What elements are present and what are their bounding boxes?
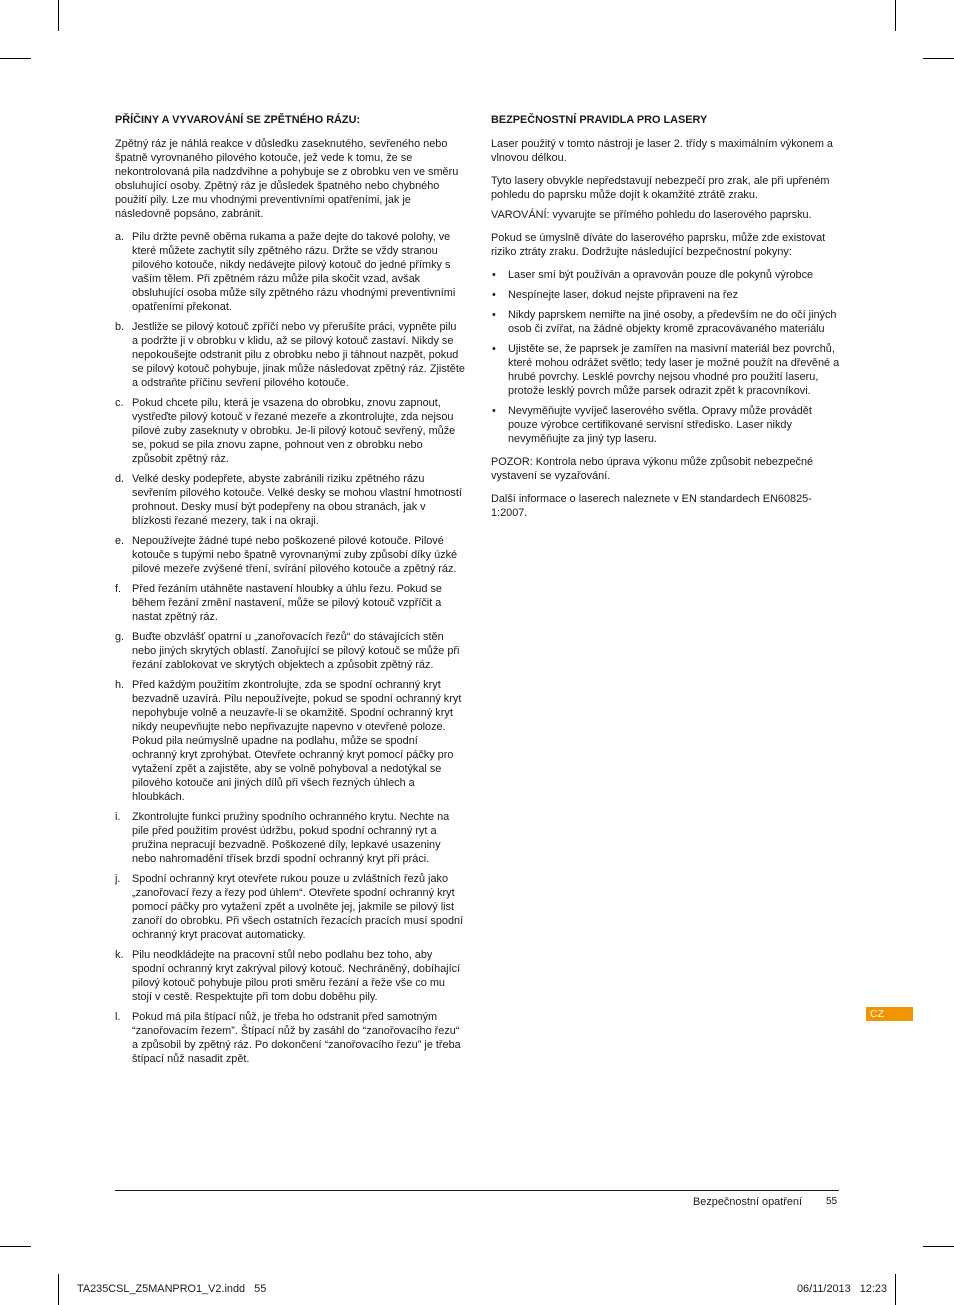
list-item-text: Buďte obzvlášť opatrní u „zanořovacích řezů“ do stávajících stěn nebo jiných skrytých oblastí. Zanořující se pilový kotouč se může při řezání zablokovat ve skrytých objektech a způsobit zpětný ráz. [132,631,460,671]
list-marker: g. [115,631,125,643]
list-item-text: Pilu neodkládejte na pracovní stůl nebo podlahu bez toho, aby spodní ochranný kryt zakrýval pilový kotouč. Nechráněný, dobíhající pilový kotouč pohybuje pilou proti směru řezání a řeže vše co mu stojí v cestě. Respektujte při tom dobu doběhu pily. [132,949,461,1003]
right-column [491,113,841,526]
list-item-text: Velké desky podepřete, abyste zabránili riziku zpětného rázu sevřením pilového kotouče. Velké desky se mohou vlastní hmotností prohnout. Desky musí být podepřeny na obou stranách, jak v blízkosti řezané mezery, tak i na okraji. [132,473,462,527]
language-badge: CZ [866,1007,913,1021]
bullet-text: Laser smí být používán a opravován pouze dle pokynů výrobce [508,269,814,281]
kickback-list-item [115,678,465,804]
bullet-text: Nespínejte laser, dokud nejste připraveni na řez [508,289,739,301]
kickback-list-item [115,534,465,576]
crop-mark [923,1246,954,1247]
print-slug-file: TA235CSL_Z5MANPRO1_V2.indd 55 [77,1283,267,1295]
list-marker: a. [115,231,125,243]
kickback-list-item [115,630,465,672]
list-marker: l. [115,1011,121,1023]
list-item-text: Pilu držte pevně oběma rukama a paže dejte do takové polohy, ve které můžete zachytit síly zpětného rázu. Držte se vždy stranou pilového kotouče, nikdy nedávejte pilový kotouč do jedné přímky s vaším tělem. Při zpětném rázu může pila skočit vzad, avšak obsluhující osoba může síly zpětného rázu vhodnými preventivními opatřeními překonat. [132,231,456,313]
kickback-intro: Zpětný ráz je náhlá reakce v důsledku zaseknutého, sevřeného nebo špatně vyrovnaného pilového kotouče, jež vede k tomu, že se nekontrolovaná pila nadzdvihne a pohybuje se z obrobku ven ve směru obsluhující osoby. Zpětný ráz je důsledek špatného nebo chybného použití pily. Lze mu vhodnými preventivními opatřeními, jak je následovně popsáno, zabránit. [115,138,459,220]
kickback-list-item [115,582,465,624]
list-marker: e. [115,535,125,547]
laser-para: Laser použitý v tomto nástroji je laser 2. třídy s maximálním výkonem a vlnovou délkou. [491,138,833,164]
kickback-list-item [115,872,465,942]
bullet-text: Nikdy paprskem nemiřte na jiné osoby, a především ne do očí jiných osob či zvířat, na žádné objekty kromě zpracovávaného materiálu [508,309,837,335]
list-marker: c. [115,397,124,409]
kickback-list-item [115,230,465,314]
crop-mark [923,58,954,59]
laser-bullet-list [491,268,841,446]
laser-para: Tyto lasery obvykle nepředstavují nebezpečí pro zrak, ale při upřeném pohledu do paprsku může dojít k okamžité ztrátě zraku. [491,175,830,201]
bullet-marker: • [492,343,496,355]
list-item-text: Spodní ochranný kryt otevřete rukou pouze u zvláštních řezů jako „zanořovací řezy a řezy pod úhlem“. Otevřete spodní ochranný kryt pomocí páčky pro vytažení zpět a uvolněte jej, jakmile se pilový list zanoří do obrobku. Při všech ostatních řezacích pracích musí spodní ochranný kryt pracovat automaticky. [132,873,464,941]
bullet-marker: • [492,269,496,281]
laser-bullet-item [491,308,841,336]
list-marker: i. [115,811,121,823]
list-marker: b. [115,321,125,333]
laser-bullet-item [491,342,841,398]
list-item-text: Před řezáním utáhněte nastavení hloubky a úhlu řezu. Pokud se během řezání změní nastavení, může se pilový kotouč vzpříčit a nastat zpětný ráz. [132,583,442,623]
crop-mark [0,1246,31,1247]
kickback-list-item [115,810,465,866]
laser-standards: Další informace o laserech naleznete v EN standardech EN60825-1:2007. [491,493,812,519]
crop-mark [895,1274,896,1305]
list-item-text: Pokud má pila štípací nůž, je třeba ho odstranit před samotným “zanořovacím řezem”. Štípací nůž by zasáhl do “zanořovacího řezu“ a způsobil by zpětný ráz. Po dokončení “zanořovacího řezu” je třeba štípací nůž nasadit zpět. [132,1011,461,1065]
laser-warning: VAROVÁNÍ: vyvarujte se přímého pohledu do laserového paprsku. [491,209,812,221]
footer-divider [115,1190,839,1191]
bullet-marker: • [492,405,496,417]
list-marker: h. [115,679,125,691]
bullet-marker: • [492,289,496,301]
bullet-text: Ujistěte se, že paprsek je zamířen na masivní materiál bez povrchů, které mohou odrážet světlo; tedy laser je možné použít na dřevěné a hrubé povrchy. Lesklé povrchy nejsou vhodné pro použití laseru, protože lesklý povrch může parsek odrazit zpět k pracovníkovi. [508,343,840,397]
laser-caution: POZOR: Kontrola nebo úprava výkonu může způsobit nebezpečné vystavení se vyzařování. [491,456,814,482]
list-item-text: Jestliže se pilový kotouč zpříčí nebo vy přerušíte práci, vypněte pilu a podržte ji v obrobku v klidu, až se pilový kotouč zastaví. Nikdy se nepokoušejte odstranit pilu z obrobku nebo ji táhnout nazpět, pokud se pilový kotouč pohybuje, jinak může následovat zpětný ráz. Zjistěte a odstraňte příčinu sevření pilového kotouče. [132,321,465,389]
crop-mark [0,58,31,59]
kickback-list-item [115,472,465,528]
crop-mark [58,0,59,31]
bullet-text: Nevyměňujte vyvíječ laserového světla. Opravy může provádět pouze výrobce certifikované servisní středisko. Laser nikdy nevyměňujte za jiný typ laseru. [508,405,812,445]
kickback-list-item [115,948,465,1004]
print-slug-date: 06/11/2013 12:23 [796,1283,887,1295]
crop-mark [58,1274,59,1305]
footer-section-title: Bezpečnostní opatření [693,1196,802,1208]
kickback-list [115,230,465,1066]
laser-heading: BEZPEČNOSTNÍ PRAVIDLA PRO LASERY [491,114,708,126]
list-item-text: Před každým použitím zkontrolujte, zda se spodní ochranný kryt bezvadně uzavírá. Pilu nepoužívejte, pokud se spodní ochranný kryt nepohybuje volně a neuzavře-li se okamžitě. Spodní ochranný kryt nikdy neupevňujte nebo nepřivazujte napevno v otevřené poloze. Pokud pila neúmyslně upadne na podlahu, může se spodní ochranný kryt zprohýbat. Otevřete ochranný kryt pomocí páčky pro vytažení zpět a zajistěte, aby se volně pohyboval a nedotýkal se pilového kotouče ani jiných dílů při všech řezných úhlech a hloubkách. [132,679,462,803]
list-item-text: Pokud chcete pilu, která je vsazena do obrobku, znovu zapnout, vystřeďte pilový kotouč v řezané mezeře a zkontrolujte, zda nejsou pilové zuby zaseknuty v obrobku. Je-li pilový kotouč sevřený, může se, pokud se pila znovu zapne, pohnout ven z obrobku nebo způsobit zpětný ráz. [132,397,456,465]
list-marker: f. [115,583,122,595]
laser-para: Pokud se úmyslně díváte do laserového paprsku, může zde existovat riziko ztráty zraku. Dodržujte následující bezpečnostní pokyny: [491,232,826,258]
kickback-list-item [115,396,465,466]
bullet-marker: • [492,309,496,321]
laser-bullet-item [491,404,841,446]
list-item-text: Nepoužívejte žádné tupé nebo poškozené pilové kotouče. Pilové kotouče s tupými nebo špatně vyrovnanými zuby způsobí díky úzké pilové mezeře zvýšené tření, svírání pilového kotouče a zpětný ráz. [132,535,458,575]
list-item-text: Zkontrolujte funkci pružiny spodního ochranného krytu. Nechte na pile před použitím provést údržbu, pokud spodní ochranný ryt a pružina nepracují bezvadně. Poškozené díly, lepkavé usazeniny nebo nahromadění třísek brzdí spodní ochranný kryt při práci. [132,811,450,865]
left-column [115,113,465,1072]
laser-bullet-item [491,268,841,282]
kickback-list-item [115,320,465,390]
page-number: 55 [826,1196,838,1207]
list-marker: j. [115,873,121,885]
crop-mark [895,0,896,31]
kickback-list-item [115,1010,465,1066]
laser-bullet-item [491,288,841,302]
list-marker: d. [115,473,125,485]
kickback-heading: PŘÍČINY A VYVAROVÁNÍ SE ZPĚTNÉHO RÁZU: [115,114,361,126]
list-marker: k. [115,949,124,961]
